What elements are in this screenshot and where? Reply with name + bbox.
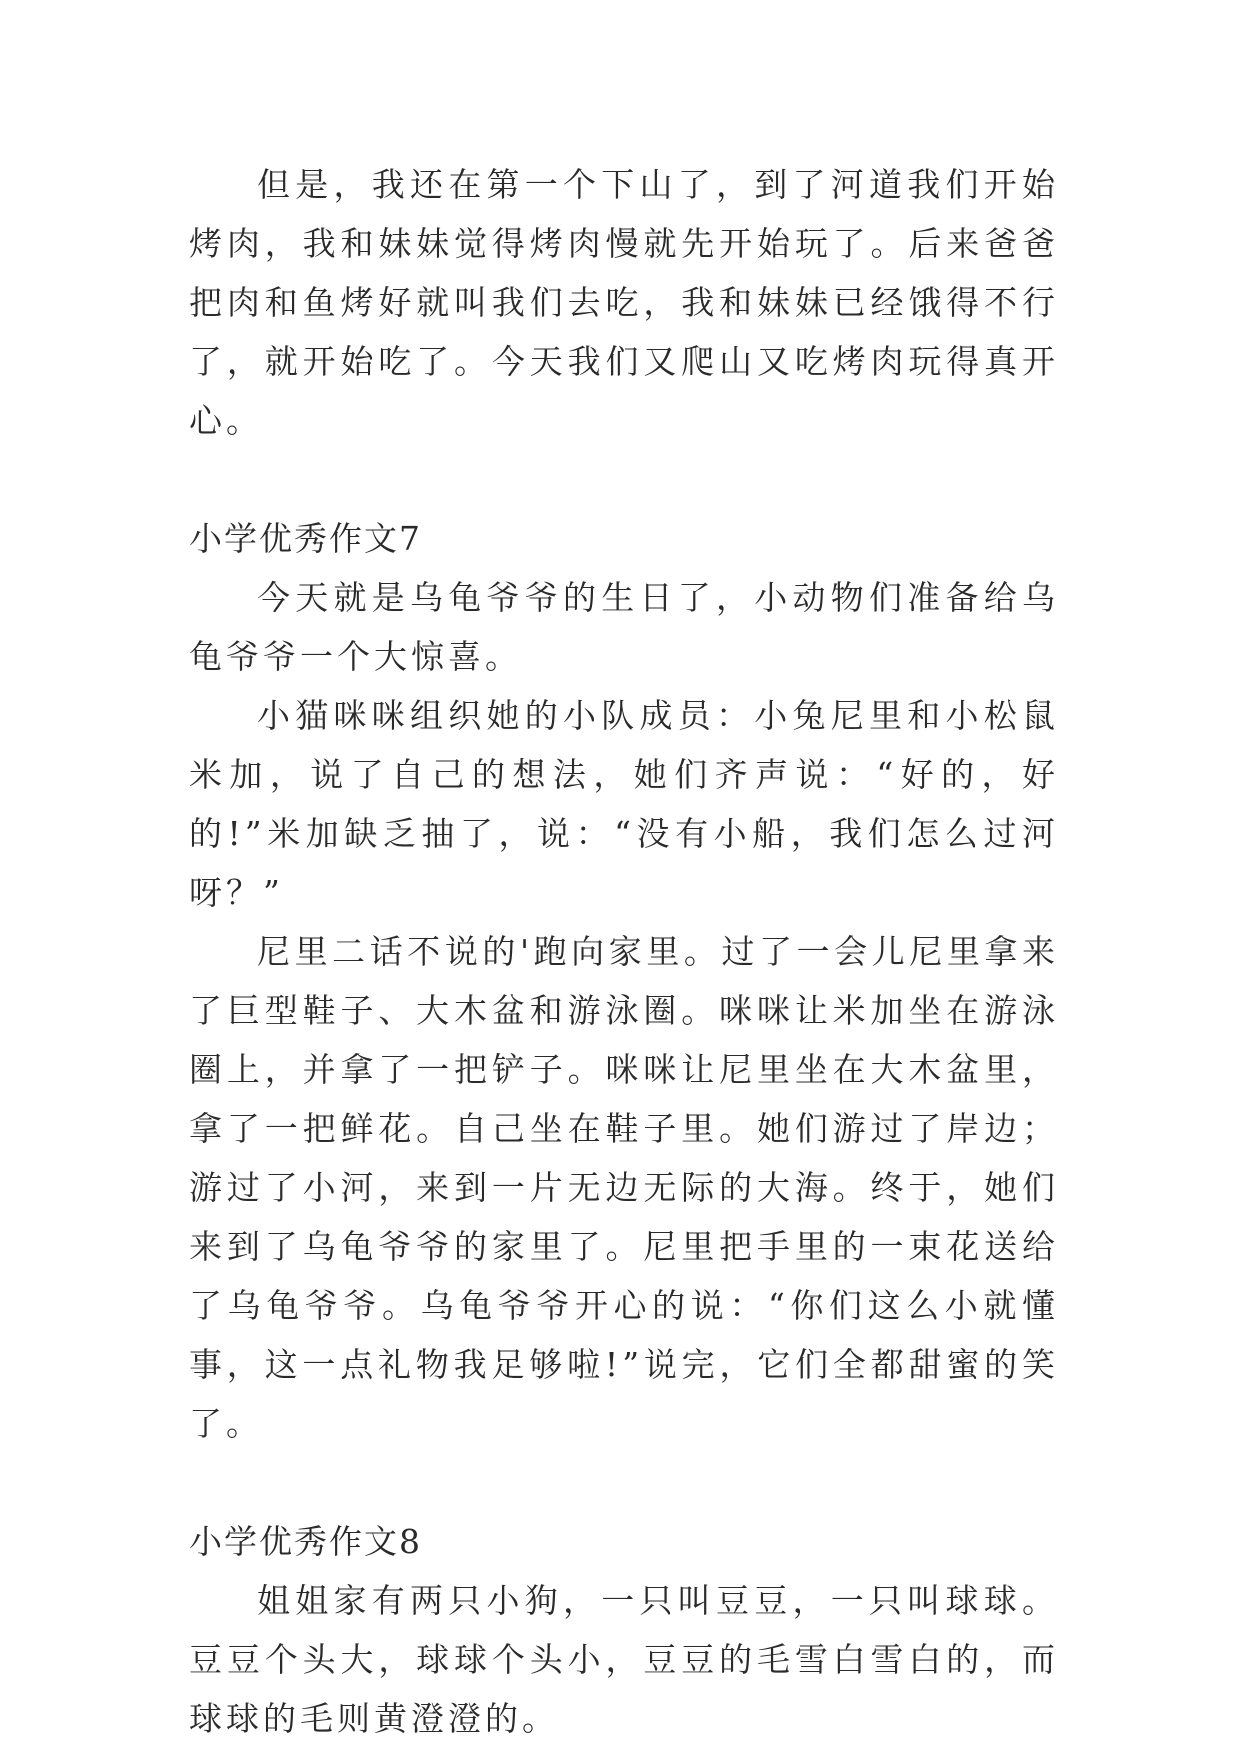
section-gap: [189, 450, 1059, 509]
section-gap: [189, 1453, 1059, 1512]
paragraph: 姐姐家有两只小狗，一只叫豆豆，一只叫球球。豆豆个头大，球球个头小，豆豆的毛雪白雪白的，而球球的毛则黄澄澄的。: [189, 1581, 1059, 1738]
paragraph: 但是，我还在第一个下山了，到了河道我们开始烤肉，我和妹妹觉得烤肉慢就先开始玩了。后来爸爸把肉和鱼烤好就叫我们去吃，我和妹妹已经饿得不行了，就开始吃了。今天我们又爬山又吃烤肉玩得真开心。: [189, 165, 1059, 440]
essay-title: 小学优秀作文7: [189, 519, 422, 558]
essay-title: 小学优秀作文8: [189, 1522, 422, 1561]
document-body: [189, 155, 1059, 1748]
paragraph: 尼里二话不说的'跑向家里。过了一会儿尼里拿来了巨型鞋子、大木盆和游泳圈。咪咪让米加坐在游泳圈上，并拿了一把铲子。咪咪让尼里坐在大木盆里，拿了一把鲜花。自己坐在鞋子里。她们游过了岸边；游过了小河，来到一片无边无际的大海。终于，她们来到了乌龟爷爷的家里了。尼里把手里的一束花送给了乌龟爷爷。乌龟爷爷开心的说：“你们这么小就懂事，这一点礼物我足够啦!”说完，它们全都甜蜜的笑了。: [189, 932, 1059, 1443]
paragraph: 今天就是乌龟爷爷的生日了，小动物们准备给乌龟爷爷一个大惊喜。: [189, 578, 1059, 676]
paragraph: 小猫咪咪组织她的小队成员：小兔尼里和小松鼠米加，说了自己的想法，她们齐声说：“好的，好的!”米加缺乏抽了，说：“没有小船，我们怎么过河呀？”: [189, 696, 1059, 912]
